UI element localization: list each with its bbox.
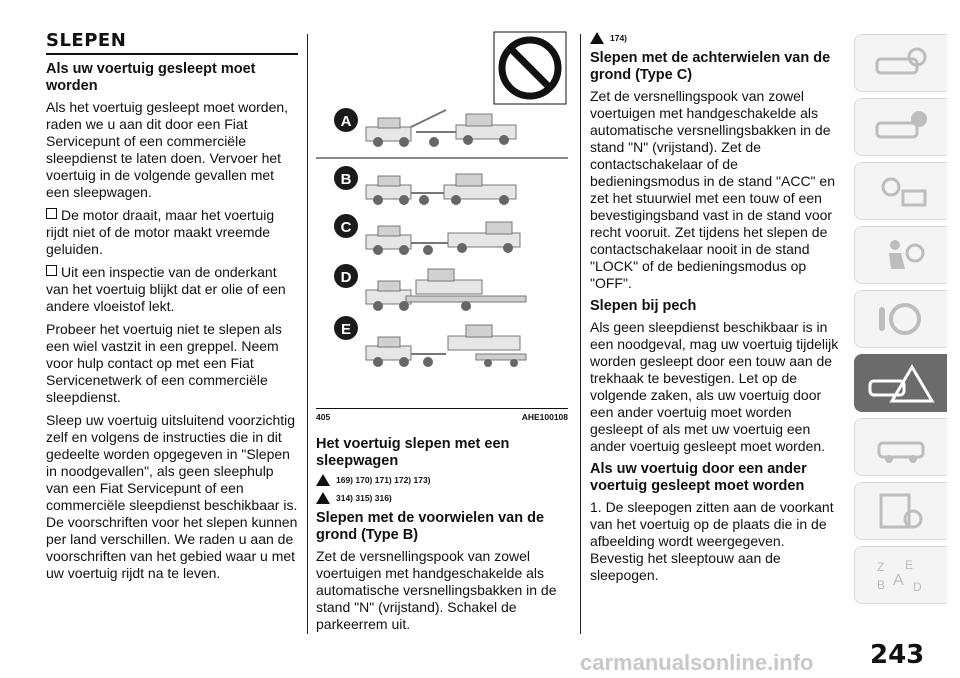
figure-labels	[334, 108, 358, 340]
svg-text:Z: Z	[877, 560, 885, 574]
figure-code: AHE100108	[521, 412, 568, 422]
caution-ref-text: 314) 315) 316)	[336, 493, 392, 503]
column-divider-2	[580, 34, 581, 634]
car-info-icon	[871, 107, 931, 147]
caution-refs	[316, 492, 568, 504]
paragraph: Zet de versnellingspook van zowel voertuigen met handgeschakelde als automatische versnellingsbakken in de stand "N" (vrijstand). Schakel de parkeerrem uit.	[316, 548, 557, 632]
label-b: B	[340, 171, 352, 188]
alphabet-index-icon	[871, 555, 931, 595]
watermark: carmanualsonline.info	[580, 650, 814, 675]
svg-text:A: A	[893, 572, 904, 589]
warning-triangle-icon	[590, 32, 604, 44]
label-d: D	[340, 269, 352, 286]
paragraph: Probeer het voertuig niet te slepen als een wiel vastzit in een greppel. Neem voor hulp contact op met een Fiat Servicenetwerk of een commerciële sleepdienst.	[46, 321, 282, 405]
column-3	[590, 30, 840, 590]
tab-starting-driving[interactable]	[854, 290, 947, 348]
heading-type-b: Slepen met de voorwielen van de grond (Type B)	[316, 510, 545, 543]
warning-ref-text: 169) 170) 171) 172) 173)	[336, 475, 431, 485]
tow-scene-c	[366, 222, 520, 255]
tow-scene-b	[366, 174, 516, 205]
heading-type-c: Slepen met de achterwielen van de grond (Type C)	[590, 50, 831, 83]
tow-scene-e	[366, 325, 526, 367]
label-c: C	[340, 219, 352, 236]
svg-text:B: B	[877, 578, 886, 592]
car-service-icon	[871, 427, 931, 467]
warning-triangle-icon	[316, 474, 330, 486]
airbag-seat-icon	[871, 235, 931, 275]
warning-refs	[590, 32, 840, 44]
column-1	[46, 30, 298, 588]
paragraph: Sleep uw voertuig uitsluitend voorzichtig zelf en volgens de instructies die in dit gedeelte worden opgegeven in "Slepen in noodgevallen", als geen sleephulp van een Fiat Servicepunt of een commerciële sleepdienst beschikbaar is. De voorschriften voor het slepen kunnen per land verschillen. We raden u aan de voorschriften van het gebied waar u met uw voertuig rijdt na te leven.	[46, 412, 298, 581]
caution-triangle-icon	[316, 492, 330, 504]
tab-getting-to-know[interactable]	[854, 98, 947, 156]
column-divider-1	[307, 34, 308, 634]
paragraph: 1. De sleepogen zitten aan de voorkant van het voertuig op de plaats die in de afbeelding wordt weergegeven. Bevestig het sleeptouw aan de sleepogen.	[590, 499, 834, 583]
bullet-item	[46, 264, 298, 315]
light-message-icon	[871, 171, 931, 211]
checkbox-bullet-icon	[46, 208, 57, 219]
checkbox-bullet-icon	[46, 265, 57, 276]
car-magnifier-icon	[871, 43, 931, 83]
warning-ref-text: 174)	[610, 33, 628, 43]
tab-warning-lights[interactable]	[854, 162, 947, 220]
chapter-tabs	[854, 34, 947, 610]
heading-tow-truck: Het voertuig slepen met een sleepwagen	[316, 436, 510, 469]
heading-breakdown: Slepen bij pech	[590, 298, 697, 314]
towing-illustration	[316, 30, 568, 408]
heading-towing-needed: Als uw voertuig gesleept moet worden	[46, 61, 256, 94]
tow-scene-d	[366, 269, 526, 311]
figure-caption	[316, 412, 568, 422]
bullet-item	[46, 207, 298, 258]
paragraph: Als het voertuig gesleept moet worden, raden we u aan dit door een Fiat Servicepunt of een commerciële sleepdienst te laten doen. Vervoer het voertuig in de volgende gevallen met een sleepwagen.	[46, 99, 289, 200]
tow-scene-a	[366, 110, 516, 147]
spec-sheet-gear-icon	[871, 491, 931, 531]
page-number: 243	[870, 640, 925, 670]
svg-text:E: E	[905, 558, 914, 572]
tab-index[interactable]	[854, 546, 947, 604]
tab-technical-data[interactable]	[854, 482, 947, 540]
tab-vehicle-overview[interactable]	[854, 34, 947, 92]
towing-figure	[316, 30, 568, 409]
label-e: E	[340, 321, 352, 338]
paragraph: Zet de versnellingspook van zowel voertuigen met handgeschakelde als automatische versnellingsbakken in de stand "N" (vrijstand). Zet de contactschakelaar of de bedieningsmodus in de stand "ACC" en zet het stuurwiel met een touw of een bevestigingsband vast in de stand voor recht vooruit. Zet tijdens het slepen de contactschakelaar nooit in de stand "LOCK" of de bedieningsmodus op "OFF".	[590, 88, 835, 291]
column-2	[316, 30, 568, 639]
heading-towed-by-other: Als uw voertuig door een ander voertuig gesleept moet worden	[590, 461, 807, 494]
bullet-text: Uit een inspectie van de onderkant van het voertuig blijkt dat er olie of een andere vloeistof lekt.	[46, 264, 286, 314]
svg-text:D: D	[913, 580, 922, 594]
car-warning-triangle-icon	[866, 361, 936, 405]
paragraph: Als geen sleepdienst beschikbaar is in een noodgeval, mag uw voertuig tijdelijk worden gesleept door een touw aan de trekhaak te bevestigen. Let op de volgende zaken, als uw voertuig door een ander voertuig moet worden gesleept of als met uw voertuig een ander voertuig gesleept moet worden.	[590, 319, 839, 454]
tab-emergency[interactable]	[854, 354, 947, 412]
figure-number: 405	[316, 412, 331, 422]
tab-maintenance[interactable]	[854, 418, 947, 476]
bullet-text: De motor draait, maar het voertuig rijdt niet of de motor maakt vreemde geluiden.	[46, 207, 275, 257]
label-a: A	[340, 113, 352, 130]
warning-refs	[316, 474, 568, 486]
section-title: SLEPEN	[46, 30, 298, 55]
tab-safety[interactable]	[854, 226, 947, 284]
steering-wheel-icon	[871, 299, 931, 339]
